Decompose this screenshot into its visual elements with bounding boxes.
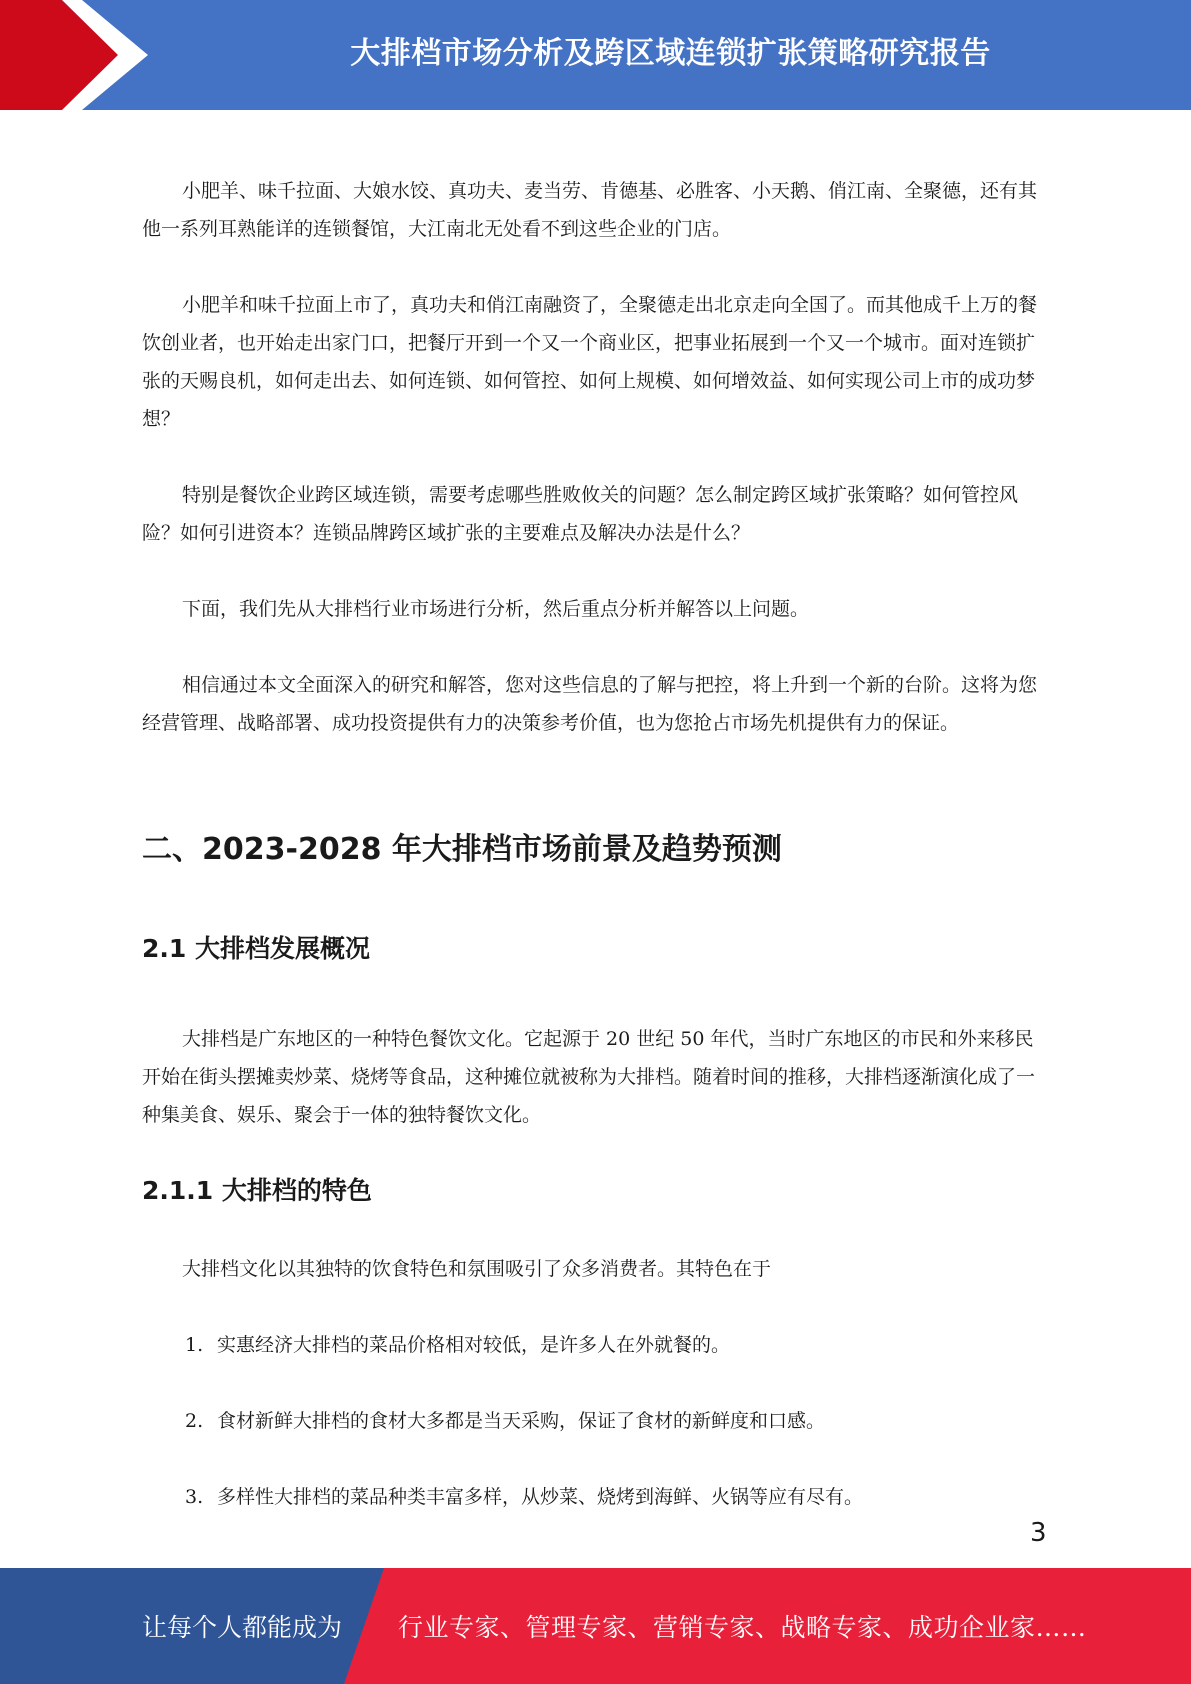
list-text: 多样性大排档的菜品种类丰富多样，从炒菜、烧烤到海鲜、火锅等应有尽有。	[217, 1486, 864, 1508]
paragraph-cross-region: 特别是餐饮企业跨区域连锁，需要考虑哪些胜败攸关的问题？怎么制定跨区域扩张策略？如何管控风险？如何引进资本？连锁品牌跨区域扩张的主要难点及解决办法是什么？	[142, 484, 1019, 544]
list-number: 3.	[185, 1486, 204, 1508]
list-item	[185, 1402, 825, 1440]
footer-slogan-right: 行业专家、管理专家、营销专家、战略专家、成功企业家……	[398, 1613, 1087, 1642]
header-chevron-logo	[0, 0, 160, 110]
paragraph-expansion: 小肥羊和味千拉面上市了，真功夫和俏江南融资了，全聚德走出北京走向全国了。而其他成千上万的餐饮创业者，也开始走出家门口，把餐厅开到一个又一个商业区，把事业拓展到一个又一个城市。面对连锁扩张的天赐良机，如何走出去、如何连锁、如何管控、如何上规模、如何增效益、如何实现公司上市的成功梦想？	[142, 294, 1038, 430]
paragraph-analysis-plan: 下面，我们先从大排档行业市场进行分析，然后重点分析并解答以上问题。	[182, 598, 810, 620]
paragraph-overview: 大排档是广东地区的一种特色餐饮文化。它起源于 20 世纪 50 年代，当时广东地区的市民和外来移民开始在街头摆摊卖炒菜、烧烤等食品，这种摊位就被称为大排档。随着时间的推移，大排档逐渐演化成了一种集美食、娱乐、聚会于一体的独特餐饮文化。	[142, 1028, 1036, 1126]
section-heading: 二、2023-2028 年大排档市场前景及趋势预测	[142, 832, 782, 867]
footer-slogan-left: 让每个人都能成为	[142, 1613, 343, 1642]
footer-banner	[0, 1568, 1191, 1684]
paragraph-features-intro: 大排档文化以其独特的饮食特色和氛围吸引了众多消费者。其特色在于	[182, 1258, 772, 1280]
list-item	[185, 1326, 730, 1364]
report-title: 大排档市场分析及跨区域连锁扩张策略研究报告	[350, 36, 991, 71]
list-number: 2.	[185, 1410, 204, 1432]
list-number: 1.	[185, 1334, 204, 1356]
list-text: 食材新鲜大排档的食材大多都是当天采购，保证了食材的新鲜度和口感。	[217, 1410, 826, 1432]
paragraph-intro-chains: 小肥羊、味千拉面、大娘水饺、真功夫、麦当劳、肯德基、必胜客、小天鹅、俏江南、全聚德，还有其他一系列耳熟能详的连锁餐馆，大江南北无处看不到这些企业的门店。	[142, 180, 1038, 240]
subsection-heading: 2.1 大排档发展概况	[142, 934, 370, 963]
list-item	[185, 1478, 863, 1516]
page-number: 3	[1030, 1518, 1047, 1548]
list-text: 实惠经济大排档的菜品价格相对较低，是许多人在外就餐的。	[217, 1334, 731, 1356]
paragraph-conclusion: 相信通过本文全面深入的研究和解答，您对这些信息的了解与把控，将上升到一个新的台阶。这将为您经营管理、战略部署、成功投资提供有力的决策参考价值，也为您抢占市场先机提供有力的保证。	[142, 674, 1038, 734]
subsubsection-heading: 2.1.1 大排档的特色	[142, 1176, 372, 1205]
